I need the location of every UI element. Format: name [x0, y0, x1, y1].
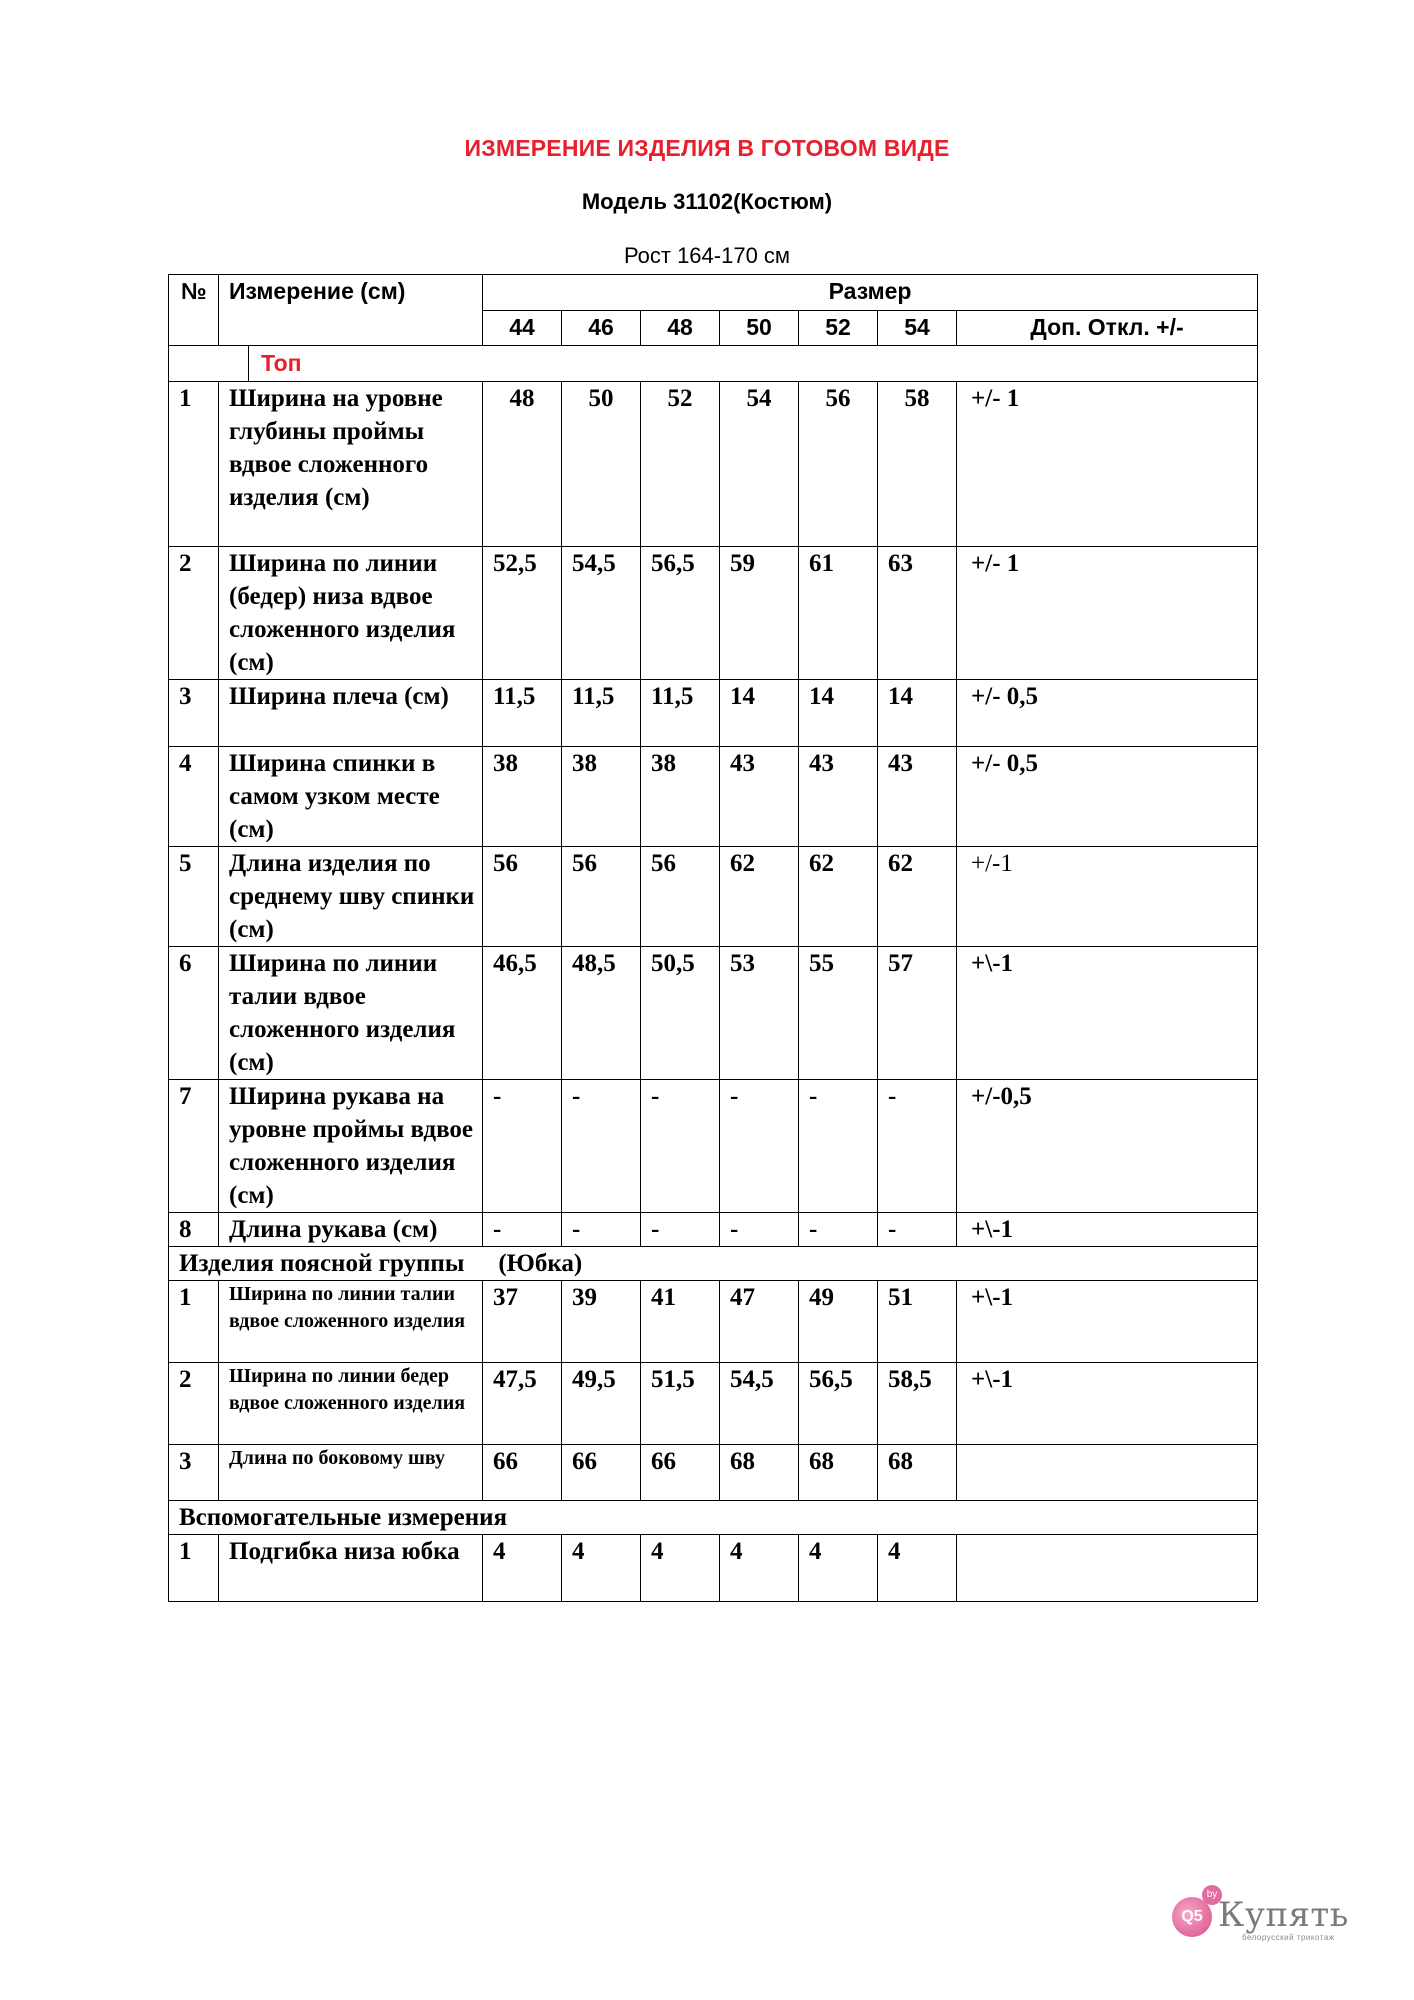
row-value: 37 — [483, 1281, 562, 1363]
row-tolerance — [957, 1535, 1258, 1602]
header-tolerance: Доп. Откл. +/- — [957, 311, 1258, 346]
row-value: - — [720, 1213, 799, 1247]
row-value: 56 — [483, 847, 562, 947]
header-size-54: 54 — [878, 311, 957, 346]
row-value: 4 — [483, 1535, 562, 1602]
row-tolerance: +/- 0,5 — [957, 680, 1258, 747]
row-value: 4 — [720, 1535, 799, 1602]
row-value: 48,5 — [562, 947, 641, 1080]
row-value: 4 — [878, 1535, 957, 1602]
row-num: 2 — [169, 547, 219, 680]
logo-tagline: белорусский трикотаж — [1242, 1933, 1335, 1942]
table-row — [169, 1213, 1258, 1247]
row-num: 4 — [169, 747, 219, 847]
header-size-50: 50 — [720, 311, 799, 346]
row-value: 68 — [799, 1445, 878, 1501]
row-num: 1 — [169, 1281, 219, 1363]
row-value: 48 — [483, 382, 562, 547]
row-value: 50,5 — [641, 947, 720, 1080]
row-tolerance: +\-1 — [957, 1213, 1258, 1247]
row-value: 41 — [641, 1281, 720, 1363]
row-value: - — [799, 1213, 878, 1247]
row-tolerance: +/- 1 — [957, 382, 1258, 547]
row-value: 4 — [641, 1535, 720, 1602]
row-value: 52,5 — [483, 547, 562, 680]
row-value: 11,5 — [562, 680, 641, 747]
header-num: № — [169, 275, 219, 346]
row-value: 52 — [641, 382, 720, 547]
row-tolerance: +\-1 — [957, 1281, 1258, 1363]
logo-mark-icon: Q5 — [1172, 1897, 1212, 1937]
row-value: - — [878, 1080, 957, 1213]
row-value: 38 — [483, 747, 562, 847]
row-num: 3 — [169, 1445, 219, 1501]
table-row — [169, 1363, 1258, 1445]
row-value: 43 — [799, 747, 878, 847]
row-value: 50 — [562, 382, 641, 547]
table-row — [169, 382, 1258, 547]
section-skirt-sub: (Юбка) — [498, 1250, 583, 1277]
row-name: Ширина по линии (бедер) низа вдвое сложенного изделия (см) — [219, 547, 483, 680]
row-value: 11,5 — [483, 680, 562, 747]
row-num: 8 — [169, 1213, 219, 1247]
row-name: Подгибка низа юбка — [219, 1535, 483, 1602]
header-size-46: 46 — [562, 311, 641, 346]
row-value: 68 — [720, 1445, 799, 1501]
row-value: 55 — [799, 947, 878, 1080]
row-value: 59 — [720, 547, 799, 680]
row-value: 43 — [720, 747, 799, 847]
row-value: 56 — [799, 382, 878, 547]
row-value: 4 — [562, 1535, 641, 1602]
row-name: Длина изделия по среднему шву спинки (см) — [219, 847, 483, 947]
height-range: Рост 164-170 см — [623, 243, 791, 268]
section-skirt-row — [169, 1247, 1258, 1281]
header-size-48: 48 — [641, 311, 720, 346]
table-row — [169, 747, 1258, 847]
section-aux-row — [169, 1501, 1258, 1535]
row-value: 39 — [562, 1281, 641, 1363]
row-value: 11,5 — [641, 680, 720, 747]
row-name: Ширина по линии талии вдвое сложенного изделия — [219, 1281, 483, 1363]
row-tolerance: +/-1 — [957, 847, 1258, 947]
row-tolerance: +/-0,5 — [957, 1080, 1258, 1213]
row-tolerance: +\-1 — [957, 947, 1258, 1080]
section-skirt-label: Изделия поясной группы — [179, 1250, 465, 1277]
row-value: 54 — [720, 382, 799, 547]
row-value: 38 — [562, 747, 641, 847]
row-name: Ширина рукава на уровне проймы вдвое сложенного изделия (см) — [219, 1080, 483, 1213]
row-value: 66 — [641, 1445, 720, 1501]
row-tolerance — [957, 1445, 1258, 1501]
row-value: 47,5 — [483, 1363, 562, 1445]
row-value: 66 — [562, 1445, 641, 1501]
row-value: 54,5 — [720, 1363, 799, 1445]
row-value: 61 — [799, 547, 878, 680]
row-value: 53 — [720, 947, 799, 1080]
row-value: 51 — [878, 1281, 957, 1363]
row-value: 38 — [641, 747, 720, 847]
row-value: - — [878, 1213, 957, 1247]
section-aux-label: Вспомогательные измерения — [169, 1501, 1258, 1535]
row-value: 4 — [799, 1535, 878, 1602]
row-tolerance: +/- 0,5 — [957, 747, 1258, 847]
row-value: 14 — [878, 680, 957, 747]
logo-wordmark: Купять — [1218, 1895, 1349, 1935]
table-row — [169, 680, 1258, 747]
table-row — [169, 947, 1258, 1080]
header-size-44: 44 — [483, 311, 562, 346]
row-num: 6 — [169, 947, 219, 1080]
row-value: 43 — [878, 747, 957, 847]
row-value: 47 — [720, 1281, 799, 1363]
row-num: 1 — [169, 382, 219, 547]
row-name: Ширина плеча (см) — [219, 680, 483, 747]
row-value: 58 — [878, 382, 957, 547]
row-value: 66 — [483, 1445, 562, 1501]
section-top-label: Топ — [261, 350, 302, 376]
row-value: - — [799, 1080, 878, 1213]
row-tolerance: +\-1 — [957, 1363, 1258, 1445]
row-value: 49,5 — [562, 1363, 641, 1445]
table-row — [169, 1535, 1258, 1602]
row-name: Ширина по линии бедер вдвое сложенного изделия — [219, 1363, 483, 1445]
row-value: 57 — [878, 947, 957, 1080]
row-value: 14 — [720, 680, 799, 747]
row-value: 62 — [799, 847, 878, 947]
row-num: 5 — [169, 847, 219, 947]
row-num: 7 — [169, 1080, 219, 1213]
document-title: ИЗМЕРЕНИЕ ИЗДЕЛИЯ В ГОТОВОМ ВИДЕ — [464, 135, 950, 161]
row-num: 3 — [169, 680, 219, 747]
row-value: 56 — [641, 847, 720, 947]
row-value: 51,5 — [641, 1363, 720, 1445]
model-name: Модель 31102(Костюм) — [581, 189, 833, 214]
row-value: - — [483, 1213, 562, 1247]
table-row — [169, 1445, 1258, 1501]
row-tolerance: +/- 1 — [957, 547, 1258, 680]
row-value: 56,5 — [799, 1363, 878, 1445]
header-measurement: Измерение (см) — [219, 275, 483, 346]
row-value: 49 — [799, 1281, 878, 1363]
row-name: Ширина спинки в самом узком месте (см) — [219, 747, 483, 847]
row-name: Ширина на уровне глубины проймы вдвое сложенного изделия (см) — [219, 382, 483, 547]
row-name: Ширина по линии талии вдвое сложенного изделия (см) — [219, 947, 483, 1080]
row-value: - — [720, 1080, 799, 1213]
row-value: 63 — [878, 547, 957, 680]
logo-by-badge: by — [1202, 1885, 1222, 1905]
header-size-52: 52 — [799, 311, 878, 346]
row-value: 62 — [878, 847, 957, 947]
row-value: - — [641, 1080, 720, 1213]
row-value: 56 — [562, 847, 641, 947]
row-value: - — [562, 1080, 641, 1213]
row-num: 2 — [169, 1363, 219, 1445]
row-value: - — [483, 1080, 562, 1213]
header-size: Размер — [483, 275, 1258, 311]
section-top-row — [169, 346, 1258, 382]
row-value: 56,5 — [641, 547, 720, 680]
brand-logo — [1160, 1885, 1360, 1945]
row-value: 62 — [720, 847, 799, 947]
table-row — [169, 847, 1258, 947]
row-value: 14 — [799, 680, 878, 747]
row-value: 54,5 — [562, 547, 641, 680]
row-value: 46,5 — [483, 947, 562, 1080]
measurement-table — [168, 274, 1258, 1602]
row-value: 58,5 — [878, 1363, 957, 1445]
row-value: - — [562, 1213, 641, 1247]
table-row — [169, 547, 1258, 680]
row-num: 1 — [169, 1535, 219, 1602]
table-row — [169, 1281, 1258, 1363]
row-name: Длина рукава (см) — [219, 1213, 483, 1247]
row-name: Длина по боковому шву — [219, 1445, 483, 1501]
row-value: - — [641, 1213, 720, 1247]
row-value: 68 — [878, 1445, 957, 1501]
table-row — [169, 1080, 1258, 1213]
